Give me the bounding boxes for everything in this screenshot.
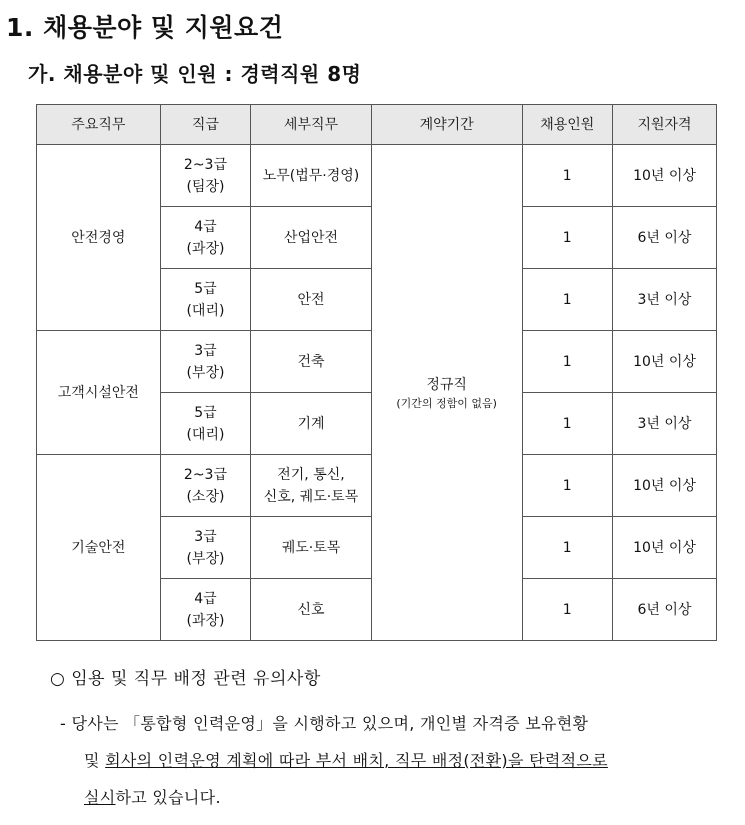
detail-cell: 건축	[251, 331, 372, 393]
qualification-cell: 10년 이상	[612, 455, 716, 517]
header-contract: 계약기간	[371, 105, 522, 145]
table-header-row	[37, 105, 717, 145]
grade-cell: 2~3급 (팀장)	[160, 145, 250, 207]
count-cell: 1	[522, 579, 612, 641]
detail-cell: 노무(법무·경영)	[251, 145, 372, 207]
qualification-cell: 10년 이상	[612, 331, 716, 393]
grade-cell: 3급 (부장)	[160, 331, 250, 393]
header-grade: 직급	[160, 105, 250, 145]
detail-cell: 안전	[251, 269, 372, 331]
notice-line-1: - 당사는 「통합형 인력운영」을 시행하고 있으며, 개인별 자격증 보유현황	[60, 714, 589, 733]
count-cell: 1	[522, 517, 612, 579]
grade-cell: 3급 (부장)	[160, 517, 250, 579]
duty-cell: 고객시설안전	[37, 331, 161, 455]
grade-cell: 5급 (대리)	[160, 393, 250, 455]
duty-cell: 안전경영	[37, 145, 161, 331]
notice-line-3: 실시하고 있습니다.	[84, 788, 221, 807]
grade-cell: 4급 (과장)	[160, 579, 250, 641]
count-cell: 1	[522, 207, 612, 269]
duty-cell: 기술안전	[37, 455, 161, 641]
count-cell: 1	[522, 269, 612, 331]
count-cell: 1	[522, 331, 612, 393]
section-heading: 1. 채용분야 및 지원요건	[6, 13, 284, 42]
header-duty: 주요직무	[37, 105, 161, 145]
header-count: 채용인원	[522, 105, 612, 145]
contract-cell: 정규직 (기간의 정함이 없음)	[371, 145, 522, 641]
detail-cell: 전기, 통신, 신호, 궤도·토목	[251, 455, 372, 517]
subsection-heading: 가. 채용분야 및 인원 : 경력직원 8명	[28, 62, 362, 86]
qualification-cell: 3년 이상	[612, 269, 716, 331]
grade-cell: 5급 (대리)	[160, 269, 250, 331]
header-qualification: 지원자격	[612, 105, 716, 145]
grade-cell: 2~3급 (소장)	[160, 455, 250, 517]
notice-paragraph	[60, 705, 730, 816]
detail-cell: 기계	[251, 393, 372, 455]
notice-title: ○ 임용 및 직무 배정 관련 유의사항	[50, 669, 321, 689]
qualification-cell: 10년 이상	[612, 145, 716, 207]
recruitment-table	[36, 104, 717, 641]
qualification-cell: 3년 이상	[612, 393, 716, 455]
qualification-cell: 6년 이상	[612, 207, 716, 269]
notice-line-2: 및 회사의 인력운영 계획에 따라 부서 배치, 직무 배정(전환)을 탄력적으로	[84, 751, 608, 770]
header-detail: 세부직무	[251, 105, 372, 145]
detail-cell: 산업안전	[251, 207, 372, 269]
detail-cell: 궤도·토목	[251, 517, 372, 579]
count-cell: 1	[522, 455, 612, 517]
count-cell: 1	[522, 145, 612, 207]
count-cell: 1	[522, 393, 612, 455]
table-row	[37, 145, 717, 207]
detail-cell: 신호	[251, 579, 372, 641]
qualification-cell: 6년 이상	[612, 579, 716, 641]
grade-cell: 4급 (과장)	[160, 207, 250, 269]
qualification-cell: 10년 이상	[612, 517, 716, 579]
